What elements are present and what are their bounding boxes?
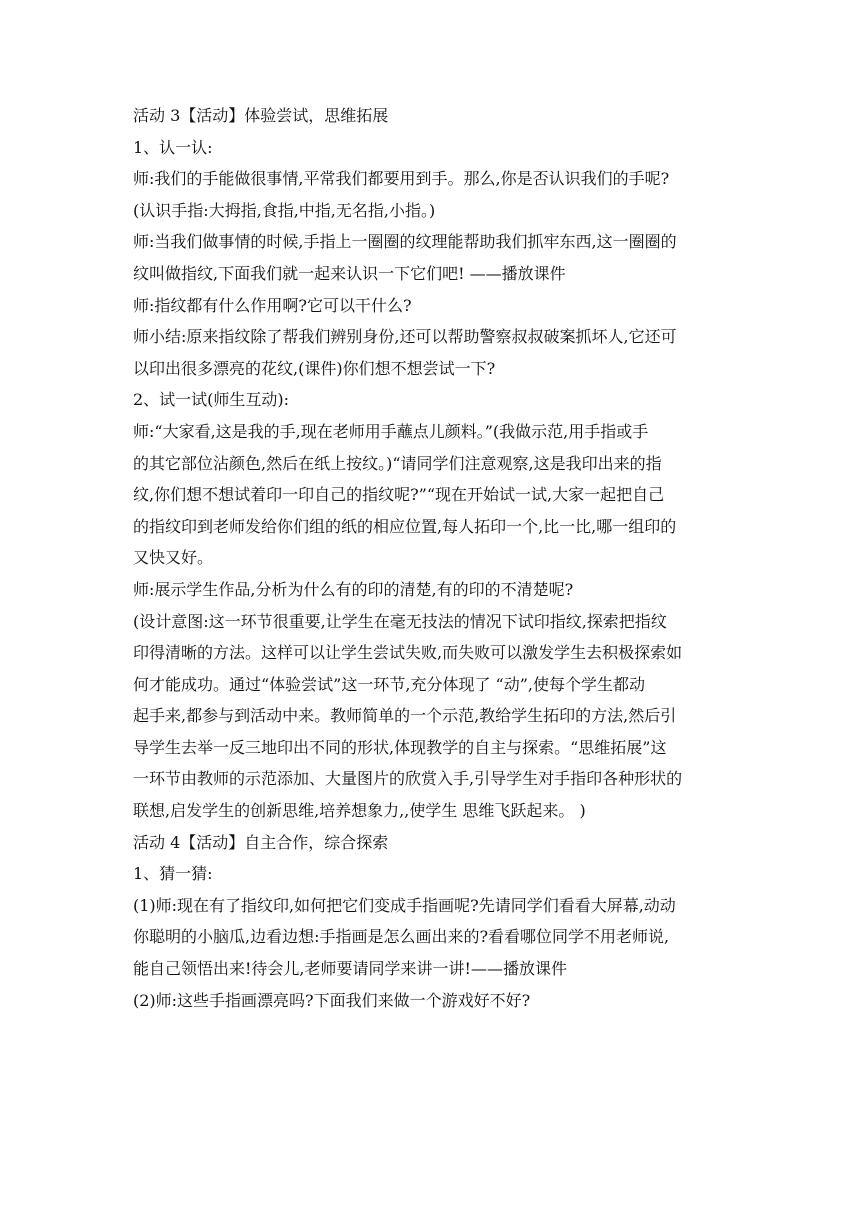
paragraph-line: 1、认一认: — [133, 137, 213, 157]
paragraph-line: 你聪明的小脑瓜,边看边想:手指画是怎么画出来的?看看哪位同学不用老师说, — [133, 927, 670, 947]
paragraph-line: 一环节由教师的示范添加、大量图片的欣赏入手,引导学生对手指印各种形状的 — [133, 769, 683, 789]
paragraph-line: (设计意图:这一环节很重要,让学生在毫无技法的情况下试印指纹,探索把指纹 — [133, 611, 667, 631]
paragraph-line: 师:当我们做事情的时候,手指上一圈圈的纹理能帮助我们抓牢东西,这一圈圈的 — [133, 232, 677, 252]
paragraph-line: 联想,启发学生的创新思维,培养想象力,,使学生 思维飞跃起来。 ) — [133, 801, 586, 821]
paragraph-line: 起手来,都参与到活动中来。教师简单的一个示范,教给学生拓印的方法,然后引 — [133, 706, 677, 726]
paragraph-line: 印得清晰的方法。这样可以让学生尝试失败,而失败可以激发学生去积极探索如 — [133, 643, 683, 663]
paragraph-line: 2、试一试(师生互动): — [133, 390, 290, 410]
paragraph-line: (1)师:现在有了指纹印,如何把它们变成手指画呢?先请同学们看看大屏幕,动动 — [133, 895, 676, 915]
paragraph-line: 能自己领悟出来!待会儿,老师要请同学来讲一讲!——播放课件 — [133, 959, 567, 979]
paragraph-line: 师小结:原来指纹除了帮我们辨别身份,还可以帮助警察叔叔破案抓坏人,它还可 — [133, 327, 677, 347]
paragraph-line: 纹叫做指纹,下面我们就一起来认识一下它们吧! ——播放课件 — [133, 263, 566, 283]
paragraph-line: 导学生去举一反三地印出不同的形状,体现教学的自主与探索。“思维拓展”这 — [133, 737, 667, 757]
paragraph-line: 又快又好。 — [133, 548, 214, 568]
paragraph-line: 1、猜一猜: — [133, 864, 213, 884]
paragraph-line: 何才能成功。通过“体验尝试”这一环节,充分体现了 “动”,使每个学生都动 — [133, 674, 645, 694]
paragraph-line: 师:“大家看,这是我的手,现在老师用手蘸点儿颜料。”(我做示范,用手指或手 — [133, 421, 649, 441]
paragraph-line: 纹,你们想不想试着印一印自己的指纹呢?”“现在开始试一试,大家一起把自己 — [133, 485, 665, 505]
activity-4-heading: 活动 4【活动】自主合作，综合探索 — [133, 832, 389, 852]
paragraph-line: 的其它部位沾颜色,然后在纸上按纹。)“请同学们注意观察,这是我印出来的指 — [133, 453, 662, 473]
paragraph-line: 师:指纹都有什么作用啊?它可以干什么? — [133, 295, 412, 315]
document-body — [133, 100, 733, 1016]
paragraph-line: 师:展示学生作品,分析为什么有的印的清楚,有的印的不清楚呢? — [133, 579, 574, 599]
paragraph-line: (认识手指:大拇指,食指,中指,无名指,小指。) — [133, 200, 436, 220]
paragraph-line: 的指纹印到老师发给你们组的纸的相应位置,每人拓印一个,比一比,哪一组印的 — [133, 516, 677, 536]
activity-3-heading: 活动 3【活动】体验尝试，思维拓展 — [133, 106, 389, 125]
paragraph-line: (2)师:这些手指画漂亮吗?下面我们来做一个游戏好不好? — [133, 990, 531, 1010]
paragraph-line: 师:我们的手能做很事情,平常我们都要用到手。那么,你是否认识我们的手呢? — [133, 169, 670, 189]
paragraph-line: 以印出很多漂亮的花纹,(课件)你们想不想尝试一下? — [133, 358, 496, 378]
